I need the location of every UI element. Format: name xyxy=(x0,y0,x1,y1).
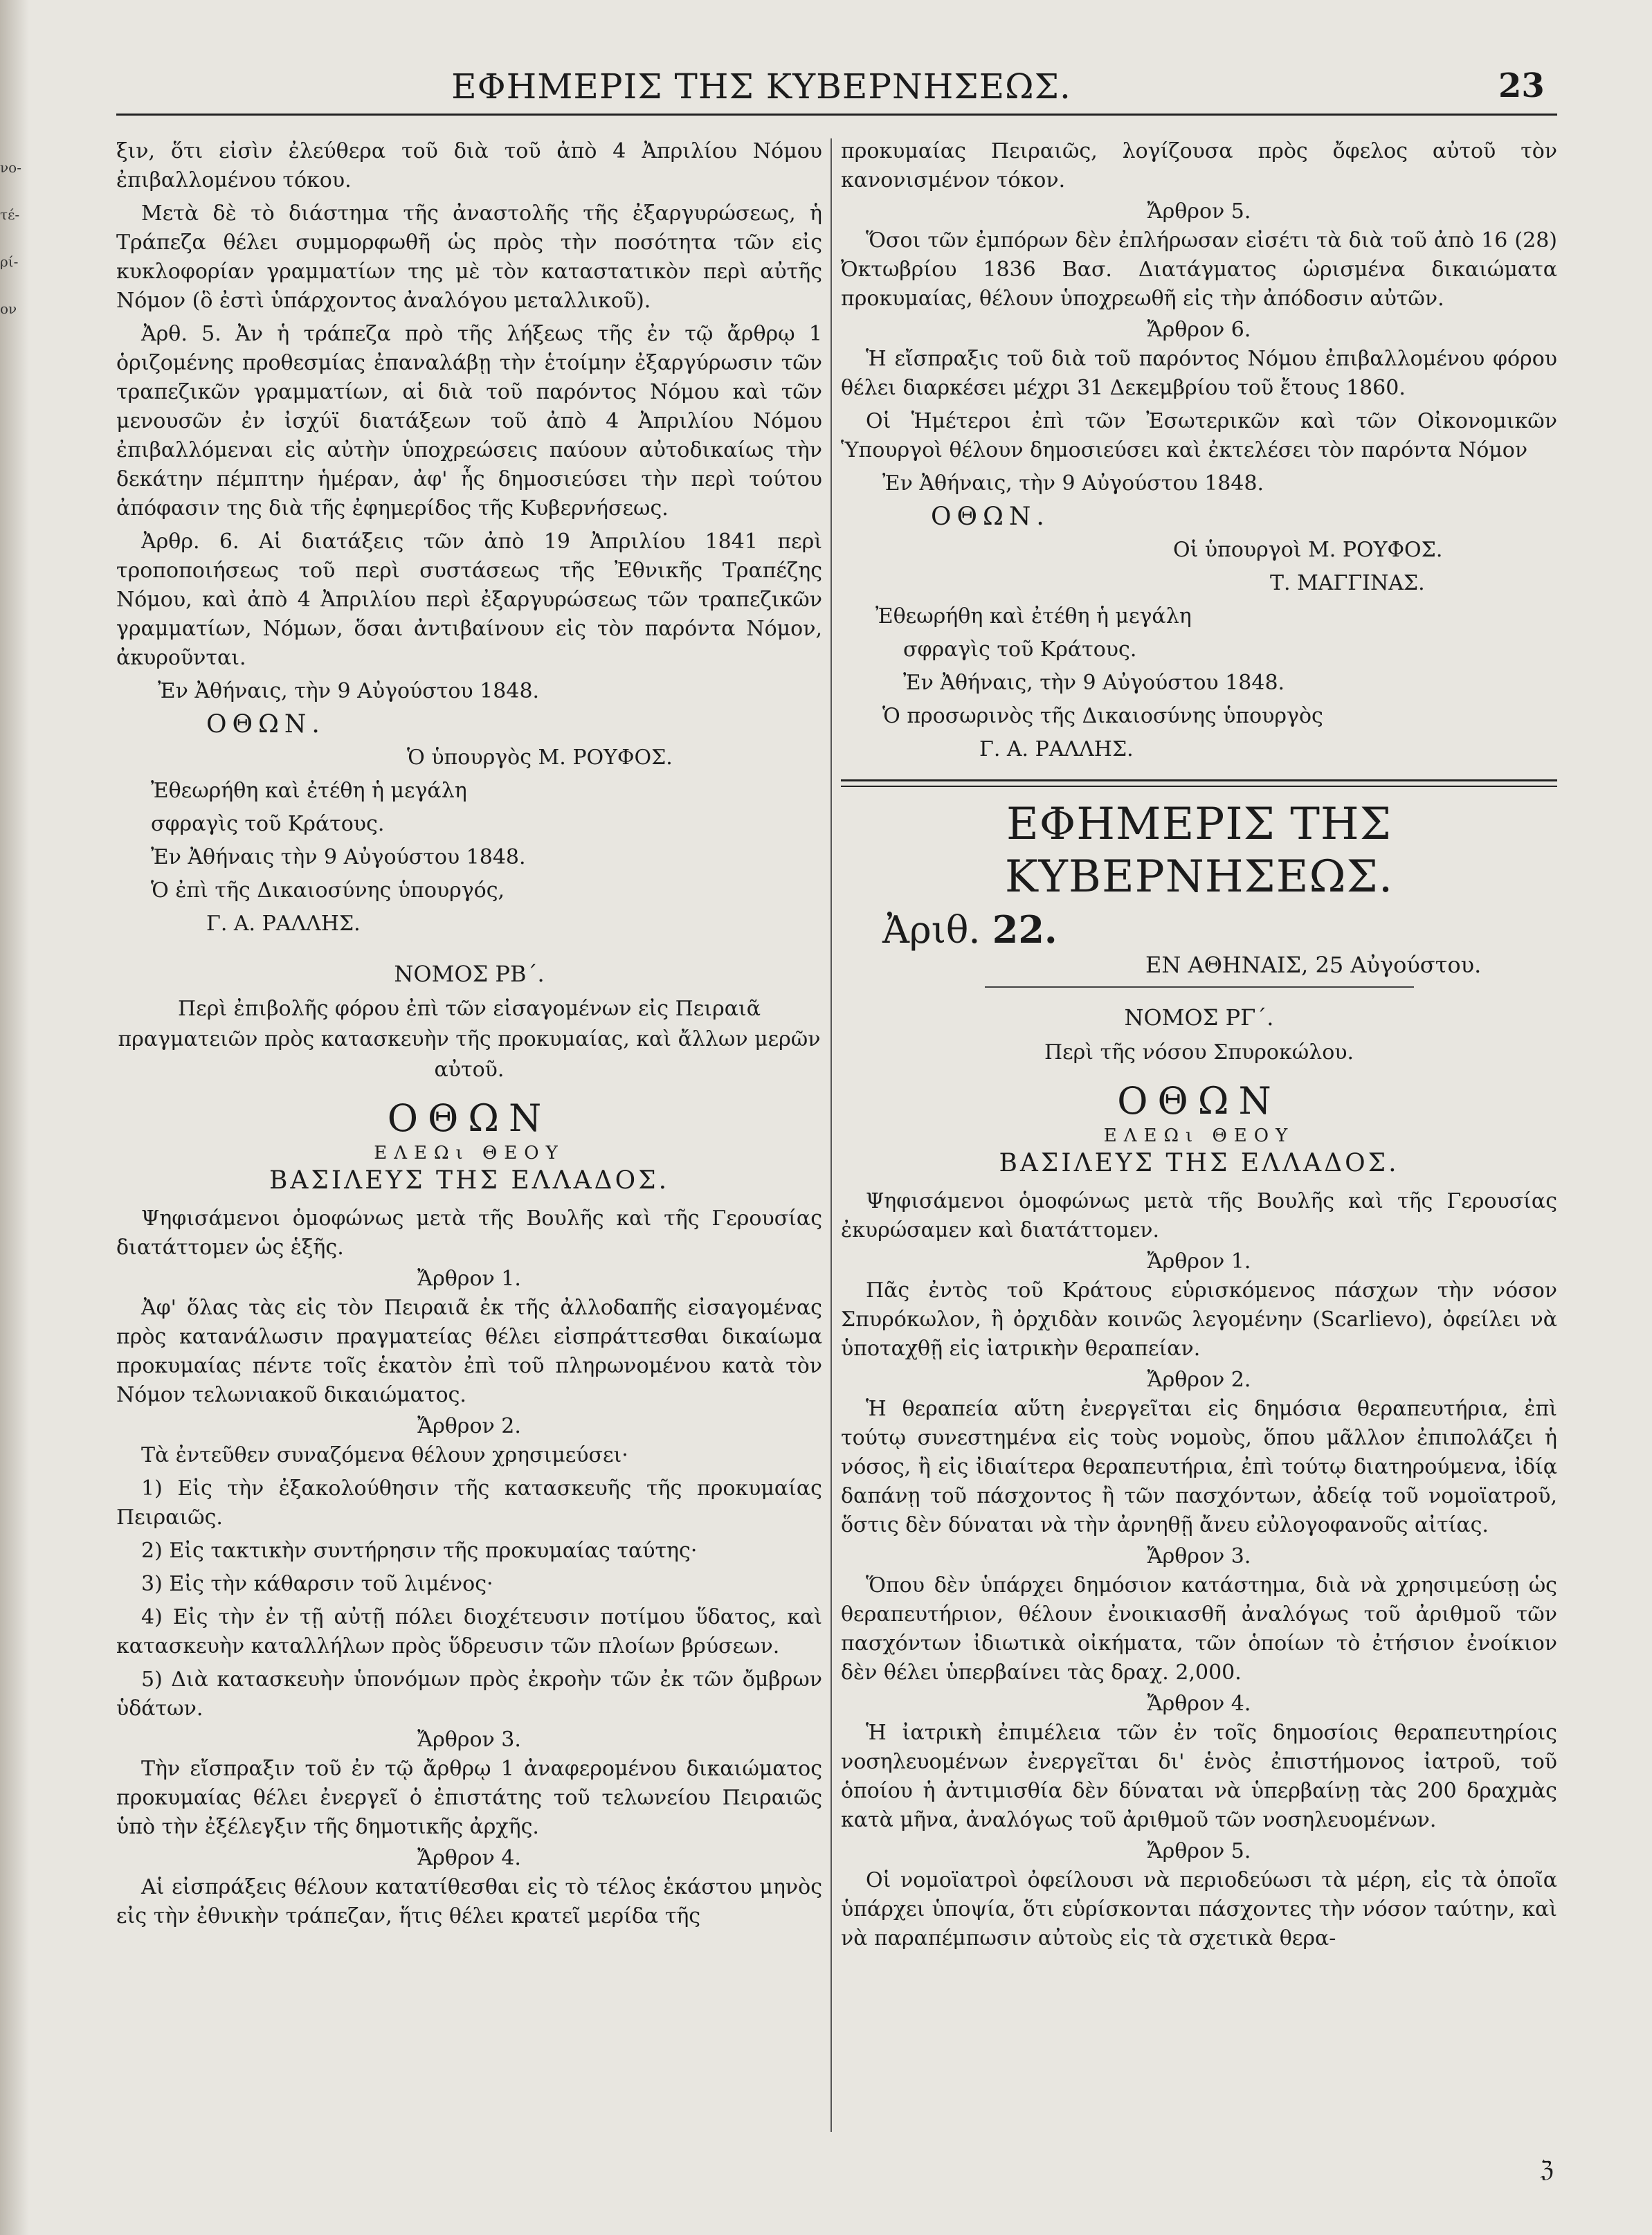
signature-date: Ἐν Ἀθήναις, τὴν 9 Αὐγούστου 1848. xyxy=(158,679,540,703)
seal-line: Ἐθεωρήθη καὶ ἐτέθη ἡ μεγάλη xyxy=(151,779,467,803)
paragraph: Μετὰ δὲ τὸ διάστημα τῆς ἀναστολῆς τῆς ἐξαργυρώσεως, ἡ Τράπεζα θέλει συμμορφωθῆ ὡς πρὸς τὴν ποσότητα τῶν εἰς κυκλοφορίαν γραμματίων της μὲ τὸν καταστατικὸν περὶ αὐτῆς Νόμον (ὃ ἐστὶ ὑπάρχοντος ἀναλόγου μεταλλικοῦ). xyxy=(116,201,822,313)
paragraph: προκυμαίας Πειραιῶς, λογίζουσα πρὸς ὄφελος αὐτοῦ τὸν κανονισμένον τόκον. xyxy=(841,139,1557,192)
section-divider xyxy=(841,779,1557,787)
running-header: ΕΦΗΜΕΡΙΣ ΤΗΣ ΚΥΒΕΡΝΗΣΕΩΣ. xyxy=(451,66,1071,107)
article-heading: Ἄρθρον 3. xyxy=(1147,1544,1251,1568)
article-heading: Ἄρθρον 2. xyxy=(417,1414,521,1438)
list-item: 3) Εἰς τὴν κάθαρσιν τοῦ λιμένος· xyxy=(141,1572,493,1596)
issue-line xyxy=(841,907,1557,952)
masthead: ΕΦΗΜΕΡΙΣ ΤΗΣ ΚΥΒΕΡΝΗΣΕΩΣ. xyxy=(1004,799,1394,903)
list-item: 4) Εἰς τὴν ἐν τῇ αὐτῇ πόλει διοχέτευσιν ποτίμου ὕδατος, καὶ κατασκευὴν καταλλήλων πρὸς ὕδρευσιν τῶν πλοίων βρύσεων. xyxy=(116,1605,822,1658)
law-subject: Περὶ τῆς νόσου Σπυροκώλου. xyxy=(1044,1040,1354,1065)
margin-fragment: ον xyxy=(0,300,17,317)
paragraph: ξιν, ὅτι εἰσὶν ἐλεύθερα τοῦ διὰ τοῦ ἀπὸ 4 Ἀπριλίου Νόμου ἐπιβαλλομένου τόκου. xyxy=(116,139,822,192)
issue-label: Ἀριθ. xyxy=(882,908,981,952)
article-text: Ἡ θεραπεία αὕτη ἐνεργεῖται εἰς δημόσια θεραπευτήρια, ἐπὶ τούτῳ συνεστημένα εἰς τοὺς νομοὺς, ὅπου μᾶλλον ἐπιπολάζει ἡ νόσος, ἢ εἰς ἰδιαίτερα θεραπευτήρια, ἐπὶ τούτῳ διατηρούμενα, ἰδίᾳ δαπάνῃ τοῦ πάσχοντος ἢ τῶν πασχόντων, ἀδείᾳ τοῦ νομοϊατροῦ, ὅστις δὲν δύναται νὰ τὴν ἀρνηθῇ ἄνευ εὐλογοφανοῦς αἰτίας. xyxy=(841,1397,1557,1537)
article-text: Ἡ εἴσπραξις τοῦ διὰ τοῦ παρόντος Νόμου ἐπιβαλλομένου φόρου θέλει διαρκέσει μέχρι 31 Δεκεμβρίου τοῦ ἔτους 1860. xyxy=(841,347,1557,400)
article-heading: Ἄρθρον 3. xyxy=(417,1728,521,1752)
issue-number: 22. xyxy=(992,907,1058,952)
paragraph: Ἀρθ. 5. Ἀν ἡ τράπεζα πρὸ τῆς λήξεως τῆς ἐν τῷ ἄρθρῳ 1 ὁριζομένης προθεσμίας ἐπαναλάβῃ τὴν ἑτοίμην ἐξαργύρωσιν τῶν τραπεζικῶν γραμματίων, αἱ διὰ τοῦ παρόντος Νόμου καὶ τῶν μενουσῶν ἐν ἰσχύϊ διατάξεων τοῦ ἀπὸ 4 Ἀπριλίου Νόμου ἐπιβαλλόμεναι εἰς αὐτὴν ὑποχρεώσεις παύουν αὐτοδικαίως τὴν δεκάτην πέμπτην ἡμέραν, ἀφ' ἧς δημοσιεύσει τὴν περὶ τούτου ἀπόφασιν της διὰ τῆς ἐφημερίδος τῆς Κυβερνήσεως. xyxy=(116,322,822,521)
king-title: ΒΑΣΙΛΕΥΣ ΤΗΣ ΕΛΛΑΔΟΣ. xyxy=(999,1149,1399,1177)
article-text: Τὴν εἴσπραξιν τοῦ ἐν τῷ ἄρθρῳ 1 ἀναφερομένου δικαιώματος προκυμαίας θέλει ἐνεργεῖ ὁ ἐπιστάτης τοῦ τελωνείου Πειραιῶς ὑπὸ τὴν ἐξέλεγξιν τῆς δημοτικῆς ἀρχῆς. xyxy=(116,1757,822,1839)
right-column xyxy=(841,137,1557,1957)
article-text: Τὰ ἐντεῦθεν συναζόμενα θέλουν χρησιμεύσει· xyxy=(141,1443,628,1467)
paragraph: Ἀρθρ. 6. Αἱ διατάξεις τῶν ἀπὸ 19 Ἀπριλίου 1841 περὶ τροποποιήσεως τοῦ περὶ συστάσεως τῆς Ἐθνικῆς Τραπέζης Νόμου, καὶ ἀπὸ 4 Ἀπριλίου περὶ ἐξαργυρώσεως τῶν τραπεζικῶν γραμματίων, Νόμων, ὅσαι ἀντιβαίνουν εἰς τὸν παρόντα Νόμον, ἀκυροῦνται. xyxy=(116,530,822,670)
article-heading: Ἄρθρον 4. xyxy=(417,1846,521,1870)
signature-minister: Ὁ ὑπουργὸς Μ. ΡΟΥΦΟΣ. xyxy=(407,745,673,770)
king-name: ΟΘΩΝ xyxy=(387,1096,552,1140)
law-title: ΝΟΜΟΣ ΡΒ΄. xyxy=(394,961,545,987)
king-title: ΒΑΣΙΛΕΥΣ ΤΗΣ ΕΛΛΑΔΟΣ. xyxy=(269,1166,670,1195)
preamble: Ψηφισάμενοι ὁμοφώνως μετὰ τῆς Βουλῆς καὶ τῆς Γερουσίας ἐκυρώσαμεν καὶ διατάττομεν. xyxy=(841,1189,1557,1242)
signature-ministers: Οἱ ὑπουργοὶ Μ. ΡΟΥΦΟΣ. xyxy=(1173,538,1443,562)
page-number: 23 xyxy=(1498,66,1545,105)
article-text: Πᾶς ἐντὸς τοῦ Κράτους εὑρισκόμενος πάσχων τὴν νόσον Σπυρόκωλον, ἢ ὀρχιδὰν κοινῶς λεγομένην (Scarlievo), ὀφείλει νὰ ὑποταχθῇ εἰς ἰατρικὴν θεραπείαν. xyxy=(841,1278,1557,1361)
margin-fragment: ρί- xyxy=(0,253,19,270)
law-title: ΝΟΜΟΣ ΡΓ΄. xyxy=(1124,1004,1274,1031)
short-rule xyxy=(985,986,1414,988)
signature-minister-2: Τ. ΜΑΓΓΙΝΑΣ. xyxy=(1270,571,1425,595)
article-heading: Ἄρθρον 1. xyxy=(417,1267,521,1291)
article-text: Ἀφ' ὅλας τὰς εἰς τὸν Πειραιᾶ ἐκ τῆς ἀλλοδαπῆς εἰσαγομένας πρὸς κατανάλωσιν πραγματείας θέλει εἰσπράττεσθαι δικαίωμα προκυμαίας πέντε τοῖς ἑκατὸν ἐπὶ τοῦ πληρωνομένου κατὰ τὸν Νόμον τελωνιακοῦ δικαιώματος. xyxy=(116,1296,822,1407)
justice-minister-name: Γ. Α. ΡΑΛΛΗΣ. xyxy=(979,737,1134,761)
list-item: 5) Διὰ κατασκευὴν ὑπονόμων πρὸς ἐκροὴν τῶν ἐκ τῶν ὄμβρων ὑδάτων. xyxy=(116,1667,822,1721)
justice-minister-title: Ὁ ἐπὶ τῆς Δικαιοσύνης ὑπουργός, xyxy=(151,878,505,903)
list-item: 2) Εἰς τακτικὴν συντήρησιν τῆς προκυμαίας ταύτης· xyxy=(141,1539,698,1563)
signature-block xyxy=(841,469,1557,764)
column-divider xyxy=(830,138,832,2132)
justice-minister-title: Ὁ προσωρινὸς τῆς Δικαιοσύνης ὑπουργὸς xyxy=(882,704,1323,728)
paragraph: Οἱ Ἡμέτεροι ἐπὶ τῶν Ἐσωτερικῶν καὶ τῶν Οἰκονομικῶν Ὑπουργοὶ θέλουν δημοσιεύσει καὶ ἐκτελέσει τὸν παρόντα Νόμον xyxy=(841,409,1557,462)
left-margin-fragments xyxy=(0,159,25,347)
preamble: Ψηφισάμενοι ὁμοφώνως μετὰ τῆς Βουλῆς καὶ τῆς Γερουσίας διατάττομεν ὡς ἑξῆς. xyxy=(116,1206,822,1260)
grace-of-god: ΕΛΕΩι ΘΕΟΥ xyxy=(374,1143,565,1164)
seal-line: σφραγὶς τοῦ Κράτους. xyxy=(903,637,1137,662)
left-column xyxy=(116,137,822,1935)
issue-date: ΕΝ ΑΘΗΝΑΙΣ, 25 Αὐγούστου. xyxy=(1145,952,1482,978)
corner-mark: ℨ xyxy=(1540,2156,1554,2182)
signature-date: Ἐν Ἀθήναις, τὴν 9 Αὐγούστου 1848. xyxy=(882,471,1264,496)
article-text: Αἱ εἰσπράξεις θέλουν κατατίθεσθαι εἰς τὸ τέλος ἑκάστου μηνὸς εἰς τὴν ἐθνικὴν τράπεζαν, ἥτις θέλει κρατεῖ μερίδα τῆς xyxy=(116,1875,822,1928)
signature-king: ΟΘΩΝ. xyxy=(931,503,1050,531)
article-text: Οἱ νομοϊατροὶ ὀφείλουσι νὰ περιοδεύωσι τὰ μέρη, εἰς τὰ ὁποῖα ὑπάρχει ὑποψία, ὅτι εὑρίσκονται πάσχοντες τὴν νόσον ταύτην, καὶ νὰ παραπέμπωσιν αὐτοὺς εἰς τὰ σχετικὰ θερα- xyxy=(841,1868,1557,1951)
article-heading: Ἄρθρον 5. xyxy=(1147,199,1251,224)
article-text: Ἡ ἰατρικὴ ἐπιμέλεια τῶν ἐν τοῖς δημοσίοις θεραπευτηρίοις νοσηλευομένων ἐνεργεῖται δι' ἑνὸς ἐπιστήμονος ἰατροῦ, τοῦ ὁποίου ἡ ἀντιμισθία δὲν δύναται νὰ ὑπερβαίνῃ τὰς 200 δραχμὰς κατὰ μῆνα, ἀναλόγως τοῦ ἀριθμοῦ τῶν νοσηλευομένων. xyxy=(841,1721,1557,1832)
article-heading: Ἄρθρον 2. xyxy=(1147,1368,1251,1392)
grace-of-god: ΕΛΕΩι ΘΕΟΥ xyxy=(1103,1125,1295,1146)
article-heading: Ἄρθρον 1. xyxy=(1147,1249,1251,1274)
justice-minister-name: Γ. Α. ΡΑΛΛΗΣ. xyxy=(206,912,361,936)
list-item: 1) Εἰς τὴν ἐξακολούθησιν τῆς κατασκευῆς τῆς προκυμαίας Πειραιῶς. xyxy=(116,1476,822,1530)
article-heading: Ἄρθρον 4. xyxy=(1147,1692,1251,1716)
king-name: ΟΘΩΝ xyxy=(1117,1079,1281,1123)
signature-block xyxy=(116,677,822,939)
signature-king: ΟΘΩΝ. xyxy=(206,710,325,739)
margin-fragment: νο- xyxy=(0,159,21,176)
header-rule xyxy=(116,114,1557,116)
law-subject: Περὶ ἐπιβολῆς φόρου ἐπὶ τῶν εἰσαγομένων εἰς Πειραιᾶ πραγματειῶν πρὸς κατασκευὴν τῆς προκυμαίας, καὶ ἄλλων μερῶν αὐτοῦ. xyxy=(118,997,821,1082)
article-text: Ὅσοι τῶν ἐμπόρων δὲν ἐπλήρωσαν εἰσέτι τὰ διὰ τοῦ ἀπὸ 16 (28) Ὀκτωβρίου 1836 Βασ. Διατάγματος ὡρισμένα δικαιώματα προκυμαίας, θέλουν ὑποχρεωθῆ εἰς τὴν ἀπόδοσιν αὐτῶν. xyxy=(841,228,1557,311)
seal-line: Ἐθεωρήθη καὶ ἐτέθη ἡ μεγάλη xyxy=(875,604,1192,628)
margin-fragment: τέ- xyxy=(0,206,20,223)
signature-date: Ἐν Ἀθήναις, τὴν 9 Αὐγούστου 1848. xyxy=(903,671,1285,695)
signature-date: Ἐν Ἀθήναις τὴν 9 Αὐγούστου 1848. xyxy=(151,845,526,869)
article-heading: Ἄρθρον 6. xyxy=(1147,318,1251,342)
article-text: Ὅπου δὲν ὑπάρχει δημόσιον κατάστημα, διὰ νὰ χρησιμεύσῃ ὡς θεραπευτήριον, θέλουν ἐνοικιασθῆ ἀναλόγως τοῦ ἀριθμοῦ τῶν πασχόντων ἰδιωτικὰ οἰκήματα, τῶν ὁποίων τὸ ἐτήσιον ἐνοίκιον δὲν θέλει ὑπερβαίνει τὰς δραχ. 2,000. xyxy=(841,1573,1557,1685)
seal-line: σφραγὶς τοῦ Κράτους. xyxy=(151,812,385,836)
article-heading: Ἄρθρον 5. xyxy=(1147,1839,1251,1863)
